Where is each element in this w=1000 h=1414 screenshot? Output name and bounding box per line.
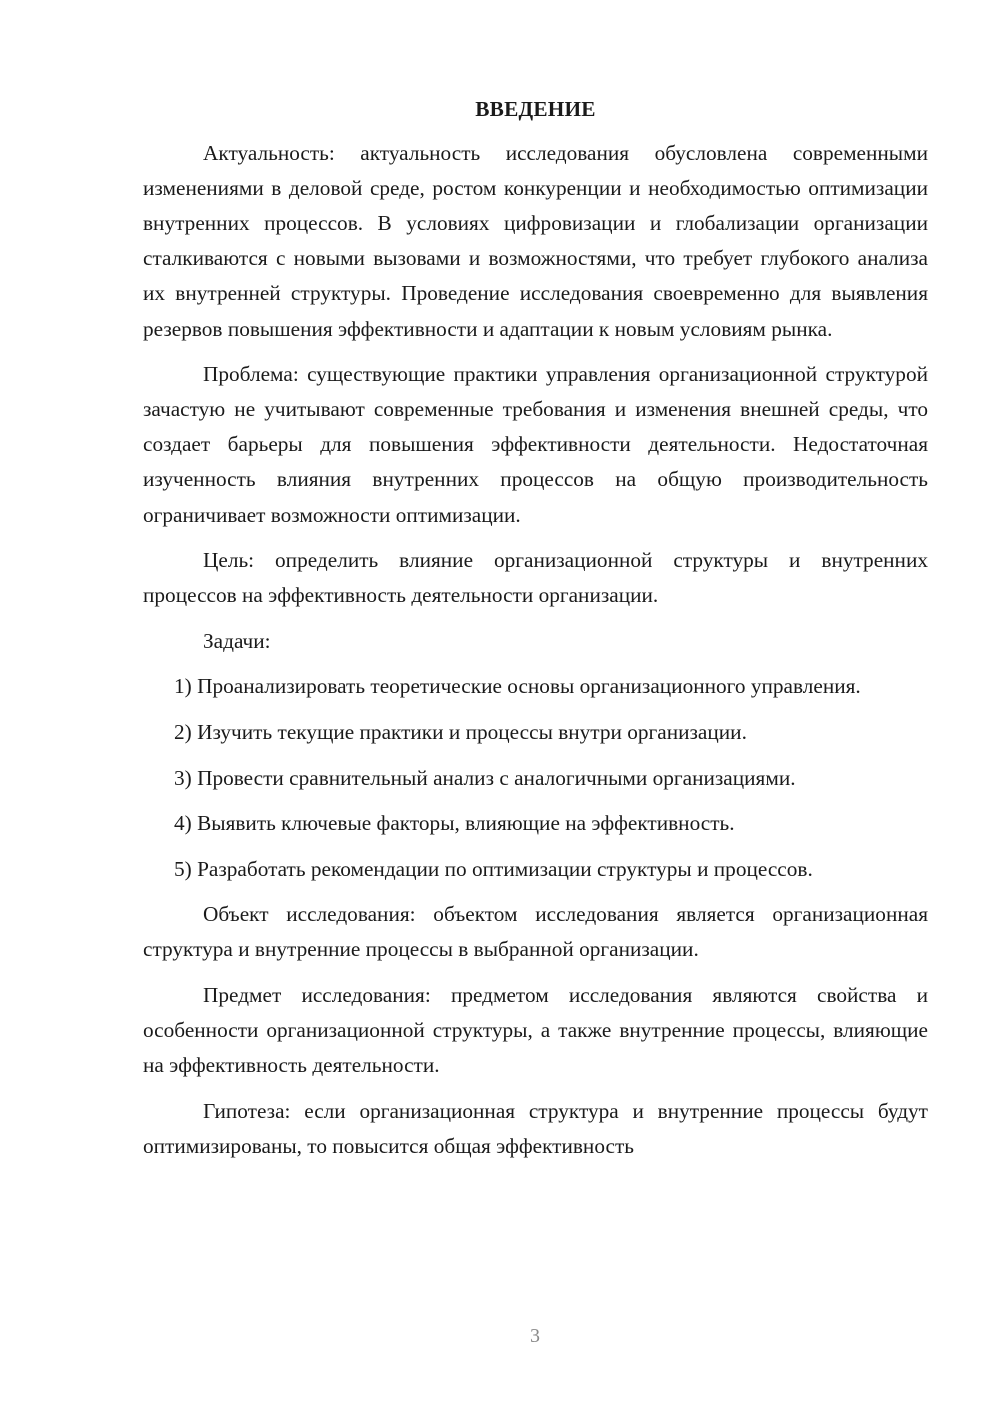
- task-item-4: 4) Выявить ключевые факторы, влияющие на эффективность.: [174, 811, 735, 836]
- tasks-heading: Задачи:: [203, 628, 271, 653]
- goal-paragraph: Цель: определить влияние организационной структуры и внутренних процессов на эффективность деятельности организации.: [143, 548, 928, 608]
- object-paragraph: Объект исследования: объектом исследования является организационная структура и внутренние процессы в выбранной организации.: [143, 902, 928, 962]
- task-item-2: 2) Изучить текущие практики и процессы внутри организации.: [174, 720, 747, 744]
- problem-paragraph: Проблема: существующие практики управления организационной структурой зачастую не учитывают современные требования и изменения внешней среды, что создает барьеры для повышения эффективности деятельности. Недостаточная изученность влияния внутренних процессов на общую производительность ограничивает возможности оптимизации.: [143, 362, 928, 527]
- task-item-1: 1) Проанализировать теоретические основы организационного управления.: [174, 674, 861, 699]
- hypothesis-paragraph: Гипотеза: если организационная структура и внутренние процессы будут оптимизированы, то повысится общая эффективность: [143, 1098, 928, 1158]
- relevance-paragraph: Актуальность: актуальность исследования обусловлена современными изменениями в деловой среде, ростом конкуренции и необходимостью оптимизации внутренних процессов. В условиях цифровизации и глобализации организации сталкиваются с новыми вызовами и возможностями, что требует глубокого анализа их внутренней структуры. Проведение исследования своевременно для выявления резервов повышения эффективности и адаптации к новым условиям рынка.: [143, 141, 928, 341]
- page-title: ВВЕДЕНИЕ: [475, 97, 596, 121]
- subject-paragraph: Предмет исследования: предметом исследования являются свойства и особенности организационной структуры, а также внутренние процессы, влияющие на эффективность деятельности.: [143, 983, 928, 1078]
- page-number: 3: [530, 1325, 540, 1347]
- document-page: [143, 92, 928, 1175]
- task-item-3: 3) Провести сравнительный анализ с аналогичными организациями.: [174, 765, 796, 790]
- task-item-5: 5) Разработать рекомендации по оптимизации структуры и процессов.: [174, 856, 813, 881]
